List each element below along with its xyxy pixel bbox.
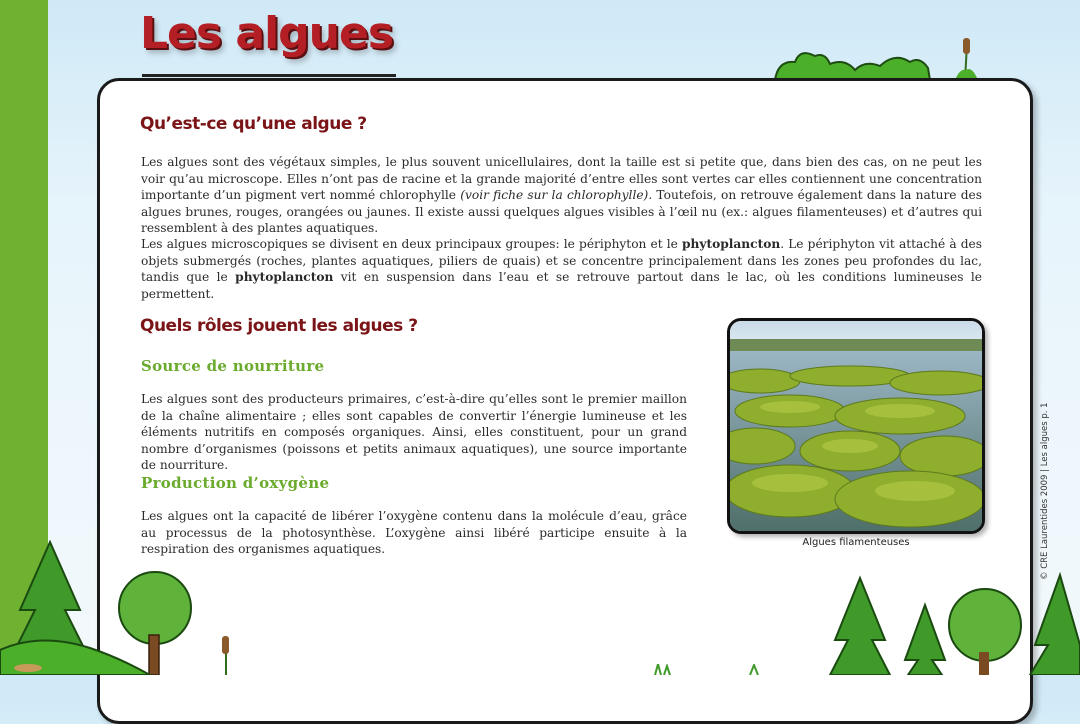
paragraph-text: vit en suspension dans l’eau et se retrouve partout dans le lac, où les conditions lumineuses le permettent. <box>141 270 982 301</box>
paragraph-text: Les algues microscopiques se divisent en deux principaux groupes: le périphyton et le <box>141 237 683 251</box>
subheading-oxygen-production: Production d’oxygène <box>141 474 330 492</box>
paragraph-food-source: Les algues sont des producteurs primaires, c’est-à-dire qu’elles sont le premier maillon de la chaîne alimentaire ; elles sont capables de convertir l’énergie lumineuse et les éléments nutritifs en composés organiques. Ainsi, elles constituent, pour un grand nombre d’organismes (poissons et petits animaux aquatiques), une source importante de nourriture. <box>141 392 687 473</box>
paragraph-definition <box>141 154 982 237</box>
paragraph-italic-reference: (voir fiche sur la chlorophylle). <box>460 188 653 203</box>
paragraph-oxygen-production: Les algues ont la capacité de libérer l’oxygène contenu dans la molécule d’eau, grâce au processus de la photosynthèse. L’oxygène ainsi libéré participe ensuite à la respiration des organismes aquatiques. <box>141 509 687 557</box>
paragraph-text: . Le périphyton vit attaché à des objets submergés (roches, plantes aquatiques, piliers de quais) et se concentre principalement dans les zones peu profondes du lac, tandis que le <box>141 237 982 285</box>
paragraph-text: Les algues sont des végétaux simples, le plus souvent unicellulaires, dont la taille est si petite que, dans bien des cas, on ne peut les voir qu’au microscope. Elles n’ont pas de racine et la grande majorité d’entre elles sont vertes car elles contiennent une concentration importante d’un pigment vert nommé chlorophylle <box>141 155 982 203</box>
tree-decoration-right <box>820 570 1080 675</box>
grass-decoration <box>650 664 770 675</box>
footer-credit: © CRE Laurentides 2009 | Les algues p. 1 <box>1040 402 1050 580</box>
title-underline <box>142 74 396 77</box>
subheading-food-source: Source de nourriture <box>141 357 325 375</box>
bush-decoration <box>770 30 990 82</box>
page-title: Les algues <box>140 8 394 59</box>
tree-decoration-left <box>0 540 240 675</box>
term-phytoplancton: phytoplancton <box>682 237 781 251</box>
paragraph-text: Toutefois, on retrouve également dans la nature des algues brunes, rouges, orangées ou jaunes. Il existe aussi quelques algues visibles à l’œil nu (ex.: algues filamenteuses) et d’autres qui ressemblent à des plantes aquatiques. <box>141 188 982 236</box>
algae-photo <box>727 318 985 534</box>
photo-caption: Algues filamenteuses <box>802 537 910 548</box>
term-phytoplancton: phytoplancton <box>235 270 334 285</box>
paragraph-groups <box>141 236 982 302</box>
section-heading-what-is: Qu’est-ce qu’une algue ? <box>140 114 367 134</box>
section-heading-roles: Quels rôles jouent les algues ? <box>140 316 418 336</box>
